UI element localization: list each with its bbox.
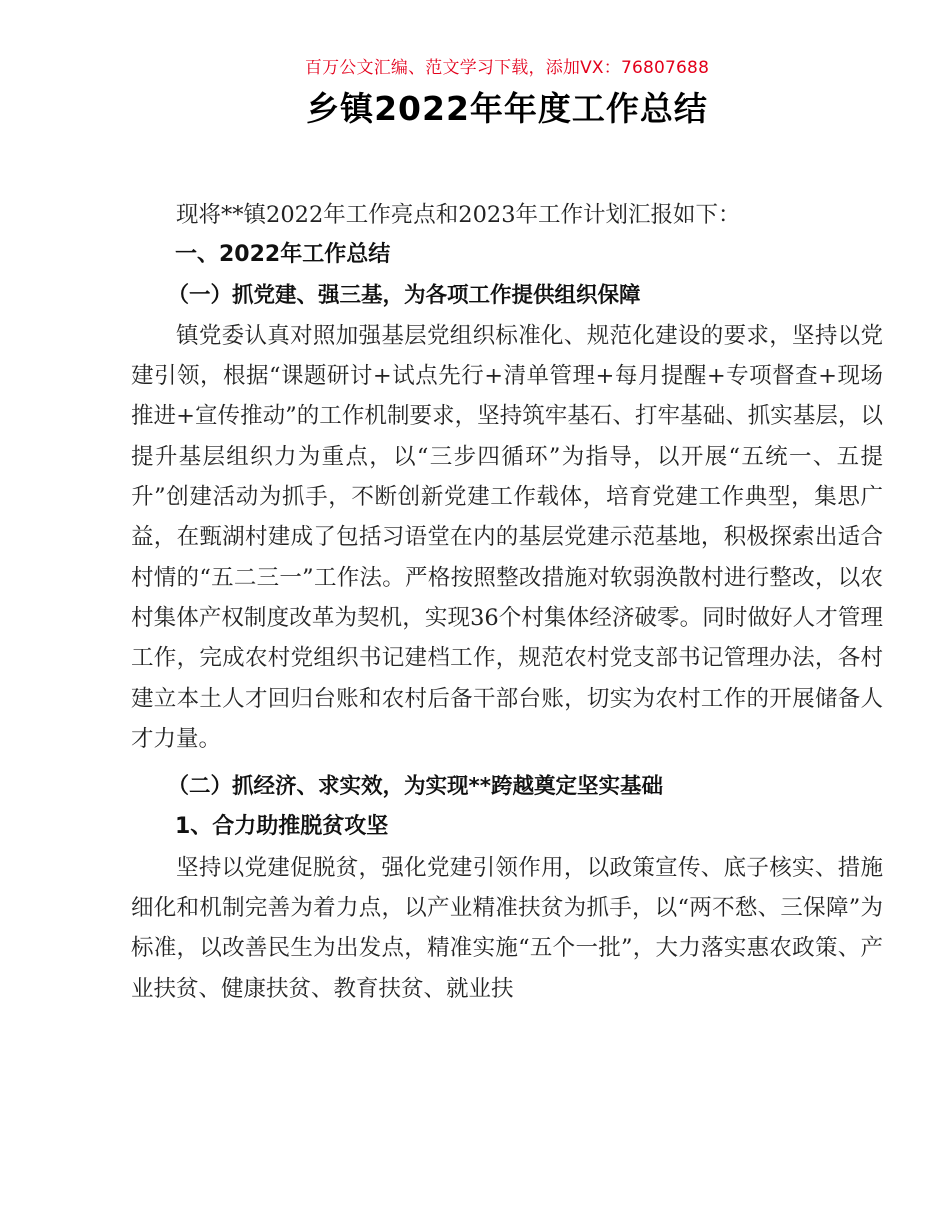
document-title: 乡镇2022年年度工作总结 <box>306 89 708 128</box>
subsection-heading-2: （二）抓经济、求实效，为实现**跨越奠定坚实基础 <box>167 774 664 800</box>
intro-paragraph: 现将**镇2022年工作亮点和2023年工作计划汇报如下： <box>176 202 741 228</box>
subsection-heading-1: （一）抓党建、强三基，为各项工作提供组织保障 <box>167 282 641 308</box>
item-heading-1: 1、合力助推脱贫攻坚 <box>175 814 389 840</box>
subsection-body-1: 镇党委认真对照加强基层党组织标准化、规范化建设的要求，坚持以党建引领，根据“课题研讨+试点先行+清单管理+每月提醒+专项督查+现场推进+宣传推动”的工作机制要求，坚持筑牢基石、打牢基础、抓实基层，以提升基层组织力为重点，以“三步四循环”为指导，以开展“五统一、五提升”创建活动为抓手，不断创新党建工作载体，培育党建工作典型，集思广益，在甄湖村建成了包括习语堂在内的基层党建示范基地，积极探索出适合村情的“五二三一”工作法。严格按照整改措施对软弱涣散村进行整改，以农村集体产权制度改革为契机，实现36个村集体经济破零。同时做好人才管理工作，完成农村党组织书记建档工作，规范农村党支部书记管理办法，各村建立本土人才回归台账和农村后备干部台账，切实为农村工作的开展储备人才力量。 <box>131 322 883 752</box>
item-body-1: 坚持以党建促脱贫，强化党建引领作用，以政策宣传、底子核实、措施细化和机制完善为着力点，以产业精准扶贫为抓手，以“两不愁、三保障”为标准，以改善民生为出发点，精准实施“五个一批”，大力落实惠农政策、产业扶贫、健康扶贫、教育扶贫、就业扶 <box>131 854 883 1002</box>
document-body <box>131 195 883 1009</box>
section-heading-1: 一、2022年工作总结 <box>175 242 391 268</box>
watermark-banner: 百万公文汇编、范文学习下载，添加VX：76807688 <box>304 58 710 78</box>
